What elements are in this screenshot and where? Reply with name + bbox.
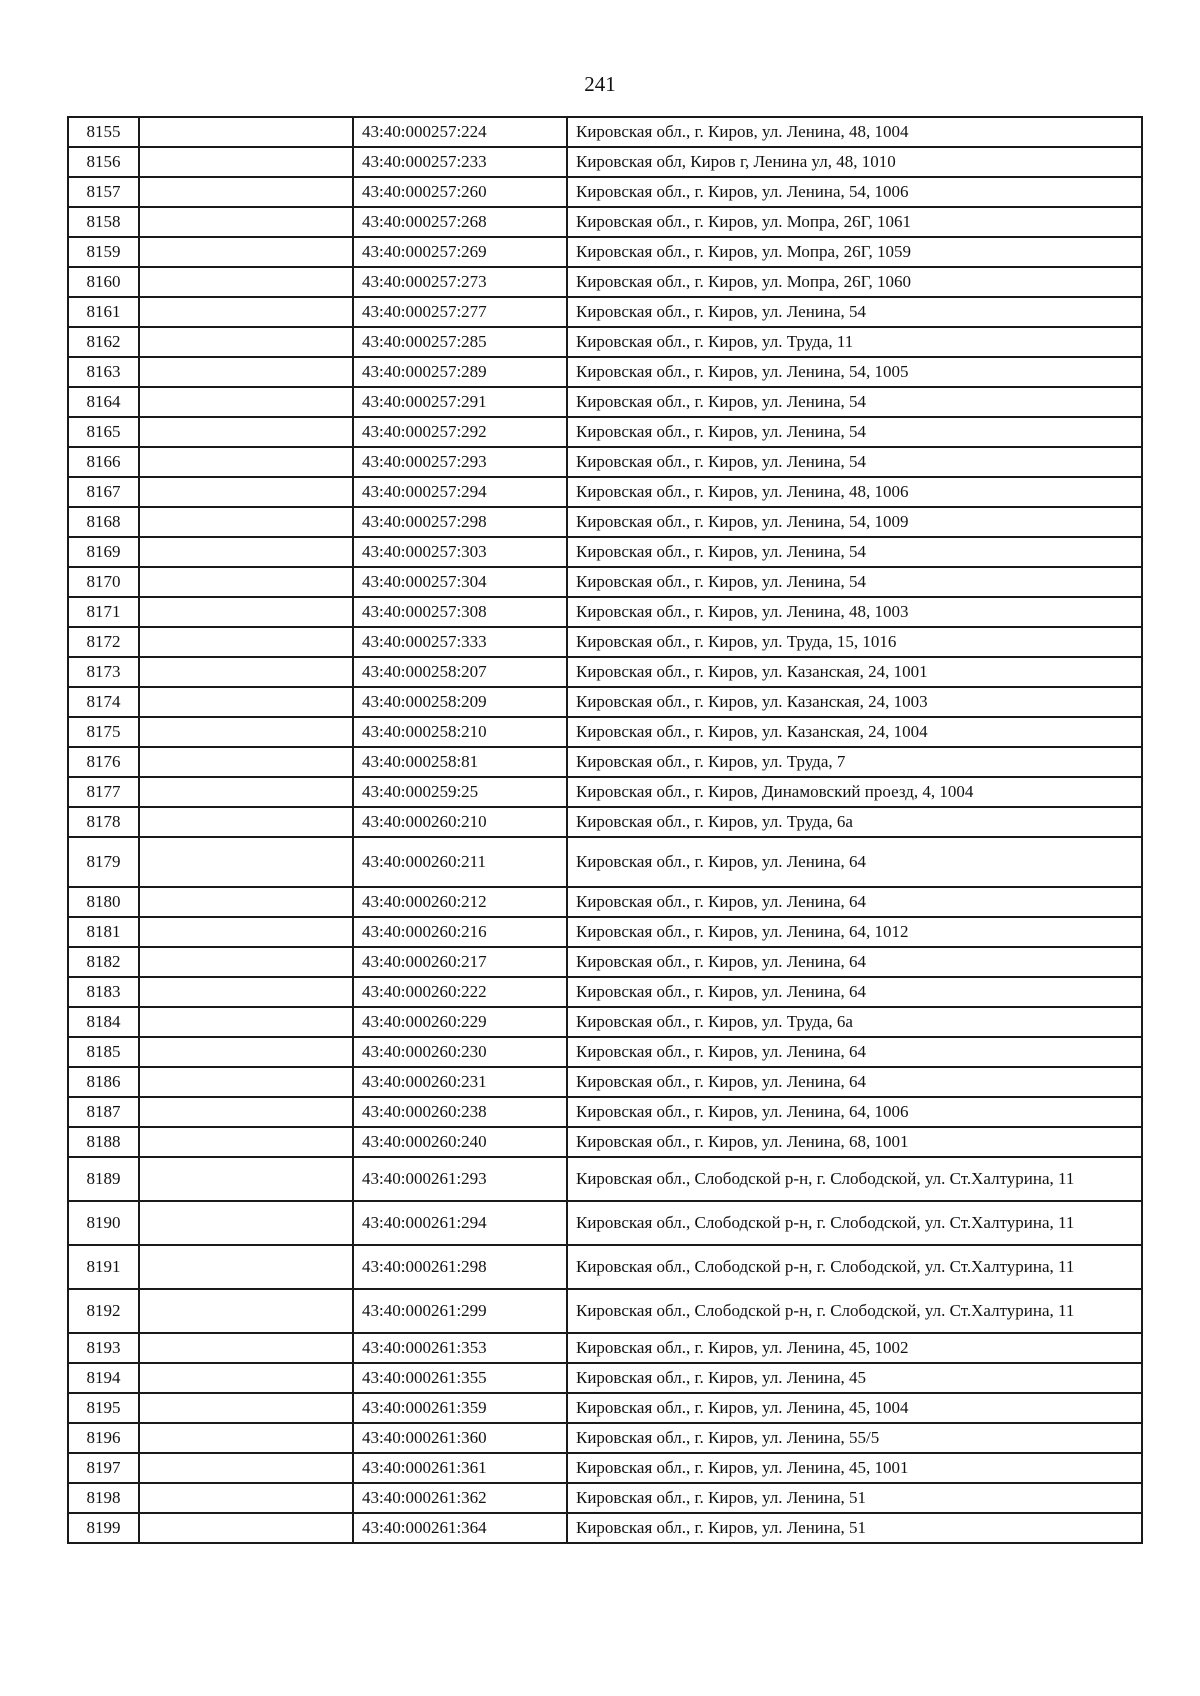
object-name-cell bbox=[139, 807, 353, 837]
table-row bbox=[68, 977, 1142, 1007]
row-number-cell: 8182 bbox=[68, 947, 139, 977]
object-name-cell bbox=[139, 1245, 353, 1289]
table-row bbox=[68, 777, 1142, 807]
address-cell: Кировская обл., г. Киров, ул. Ленина, 64 bbox=[567, 887, 1142, 917]
object-name-cell bbox=[139, 837, 353, 887]
row-number-cell: 8192 bbox=[68, 1289, 139, 1333]
cadastral-number-cell: 43:40:000258:81 bbox=[353, 747, 567, 777]
object-name-cell bbox=[139, 1363, 353, 1393]
address-cell: Кировская обл., г. Киров, Динамовский проезд, 4, 1004 bbox=[567, 777, 1142, 807]
table-row bbox=[68, 177, 1142, 207]
cadastral-number-cell: 43:40:000257:260 bbox=[353, 177, 567, 207]
row-number-cell: 8166 bbox=[68, 447, 139, 477]
address-cell: Кировская обл., г. Киров, ул. Ленина, 45, 1002 bbox=[567, 1333, 1142, 1363]
address-cell: Кировская обл., г. Киров, ул. Мопра, 26Г, 1060 bbox=[567, 267, 1142, 297]
cadastral-number-cell: 43:40:000257:293 bbox=[353, 447, 567, 477]
object-name-cell bbox=[139, 717, 353, 747]
cadastral-number-cell: 43:40:000257:303 bbox=[353, 537, 567, 567]
object-name-cell bbox=[139, 417, 353, 447]
cadastral-number-cell: 43:40:000261:361 bbox=[353, 1453, 567, 1483]
object-name-cell bbox=[139, 177, 353, 207]
row-number-cell: 8167 bbox=[68, 477, 139, 507]
cadastral-number-cell: 43:40:000257:273 bbox=[353, 267, 567, 297]
address-cell: Кировская обл., г. Киров, ул. Ленина, 48, 1006 bbox=[567, 477, 1142, 507]
table-row bbox=[68, 1245, 1142, 1289]
address-cell: Кировская обл., г. Киров, ул. Ленина, 54, 1009 bbox=[567, 507, 1142, 537]
cadastral-number-cell: 43:40:000260:210 bbox=[353, 807, 567, 837]
cadastral-number-cell: 43:40:000260:240 bbox=[353, 1127, 567, 1157]
address-cell: Кировская обл., г. Киров, ул. Ленина, 64, 1012 bbox=[567, 917, 1142, 947]
table-row bbox=[68, 1483, 1142, 1513]
row-number-cell: 8194 bbox=[68, 1363, 139, 1393]
table-row bbox=[68, 917, 1142, 947]
cadastral-number-cell: 43:40:000261:360 bbox=[353, 1423, 567, 1453]
row-number-cell: 8184 bbox=[68, 1007, 139, 1037]
row-number-cell: 8160 bbox=[68, 267, 139, 297]
row-number-cell: 8175 bbox=[68, 717, 139, 747]
row-number-cell: 8198 bbox=[68, 1483, 139, 1513]
cadastral-number-cell: 43:40:000261:298 bbox=[353, 1245, 567, 1289]
row-number-cell: 8186 bbox=[68, 1067, 139, 1097]
cadastral-number-cell: 43:40:000260:216 bbox=[353, 917, 567, 947]
table-row bbox=[68, 887, 1142, 917]
row-number-cell: 8190 bbox=[68, 1201, 139, 1245]
table-row bbox=[68, 567, 1142, 597]
row-number-cell: 8188 bbox=[68, 1127, 139, 1157]
table-row bbox=[68, 1363, 1142, 1393]
cadastral-number-cell: 43:40:000257:308 bbox=[353, 597, 567, 627]
object-name-cell bbox=[139, 777, 353, 807]
row-number-cell: 8169 bbox=[68, 537, 139, 567]
address-cell: Кировская обл, Киров г, Ленина ул, 48, 1010 bbox=[567, 147, 1142, 177]
object-name-cell bbox=[139, 1423, 353, 1453]
row-number-cell: 8196 bbox=[68, 1423, 139, 1453]
address-cell: Кировская обл., г. Киров, ул. Ленина, 64, 1006 bbox=[567, 1097, 1142, 1127]
address-cell: Кировская обл., г. Киров, ул. Ленина, 48, 1004 bbox=[567, 117, 1142, 147]
row-number-cell: 8155 bbox=[68, 117, 139, 147]
object-name-cell bbox=[139, 917, 353, 947]
row-number-cell: 8187 bbox=[68, 1097, 139, 1127]
address-cell: Кировская обл., г. Киров, ул. Ленина, 54 bbox=[567, 387, 1142, 417]
registry-table-body bbox=[68, 117, 1142, 1543]
address-cell: Кировская обл., г. Киров, ул. Ленина, 45, 1001 bbox=[567, 1453, 1142, 1483]
row-number-cell: 8158 bbox=[68, 207, 139, 237]
table-row bbox=[68, 387, 1142, 417]
cadastral-number-cell: 43:40:000258:209 bbox=[353, 687, 567, 717]
cadastral-number-cell: 43:40:000260:222 bbox=[353, 977, 567, 1007]
table-row bbox=[68, 537, 1142, 567]
object-name-cell bbox=[139, 327, 353, 357]
table-row bbox=[68, 507, 1142, 537]
address-cell: Кировская обл., г. Киров, ул. Ленина, 55/5 bbox=[567, 1423, 1142, 1453]
row-number-cell: 8171 bbox=[68, 597, 139, 627]
object-name-cell bbox=[139, 1007, 353, 1037]
address-cell: Кировская обл., г. Киров, ул. Ленина, 54 bbox=[567, 417, 1142, 447]
address-cell: Кировская обл., г. Киров, ул. Ленина, 54, 1006 bbox=[567, 177, 1142, 207]
cadastral-number-cell: 43:40:000258:207 bbox=[353, 657, 567, 687]
address-cell: Кировская обл., г. Киров, ул. Ленина, 54, 1005 bbox=[567, 357, 1142, 387]
object-name-cell bbox=[139, 1483, 353, 1513]
table-row bbox=[68, 657, 1142, 687]
table-row bbox=[68, 1289, 1142, 1333]
object-name-cell bbox=[139, 1333, 353, 1363]
address-cell: Кировская обл., г. Киров, ул. Ленина, 68, 1001 bbox=[567, 1127, 1142, 1157]
table-row bbox=[68, 947, 1142, 977]
object-name-cell bbox=[139, 1289, 353, 1333]
table-row bbox=[68, 1333, 1142, 1363]
cadastral-number-cell: 43:40:000260:231 bbox=[353, 1067, 567, 1097]
address-cell: Кировская обл., г. Киров, ул. Казанская, 24, 1001 bbox=[567, 657, 1142, 687]
registry-table bbox=[67, 116, 1143, 1544]
object-name-cell bbox=[139, 1393, 353, 1423]
table-row bbox=[68, 597, 1142, 627]
table-row bbox=[68, 627, 1142, 657]
cadastral-number-cell: 43:40:000261:362 bbox=[353, 1483, 567, 1513]
row-number-cell: 8191 bbox=[68, 1245, 139, 1289]
address-cell: Кировская обл., Слободской р-н, г. Слободской, ул. Ст.Халтурина, 11 bbox=[567, 1245, 1142, 1289]
table-row bbox=[68, 147, 1142, 177]
cadastral-number-cell: 43:40:000258:210 bbox=[353, 717, 567, 747]
address-cell: Кировская обл., г. Киров, ул. Ленина, 51 bbox=[567, 1513, 1142, 1543]
table-row bbox=[68, 1423, 1142, 1453]
address-cell: Кировская обл., г. Киров, ул. Труда, 15, 1016 bbox=[567, 627, 1142, 657]
object-name-cell bbox=[139, 387, 353, 417]
object-name-cell bbox=[139, 627, 353, 657]
table-row bbox=[68, 747, 1142, 777]
address-cell: Кировская обл., г. Киров, ул. Казанская, 24, 1004 bbox=[567, 717, 1142, 747]
object-name-cell bbox=[139, 537, 353, 567]
address-cell: Кировская обл., г. Киров, ул. Труда, 6а bbox=[567, 807, 1142, 837]
address-cell: Кировская обл., г. Киров, ул. Ленина, 45 bbox=[567, 1363, 1142, 1393]
cadastral-number-cell: 43:40:000259:25 bbox=[353, 777, 567, 807]
row-number-cell: 8173 bbox=[68, 657, 139, 687]
address-cell: Кировская обл., г. Киров, ул. Ленина, 51 bbox=[567, 1483, 1142, 1513]
row-number-cell: 8165 bbox=[68, 417, 139, 447]
cadastral-number-cell: 43:40:000260:217 bbox=[353, 947, 567, 977]
cadastral-number-cell: 43:40:000260:212 bbox=[353, 887, 567, 917]
row-number-cell: 8177 bbox=[68, 777, 139, 807]
object-name-cell bbox=[139, 1201, 353, 1245]
object-name-cell bbox=[139, 567, 353, 597]
address-cell: Кировская обл., г. Киров, ул. Ленина, 45, 1004 bbox=[567, 1393, 1142, 1423]
object-name-cell bbox=[139, 1513, 353, 1543]
cadastral-number-cell: 43:40:000261:299 bbox=[353, 1289, 567, 1333]
row-number-cell: 8183 bbox=[68, 977, 139, 1007]
row-number-cell: 8179 bbox=[68, 837, 139, 887]
row-number-cell: 8161 bbox=[68, 297, 139, 327]
table-row bbox=[68, 417, 1142, 447]
table-row bbox=[68, 837, 1142, 887]
row-number-cell: 8180 bbox=[68, 887, 139, 917]
row-number-cell: 8178 bbox=[68, 807, 139, 837]
object-name-cell bbox=[139, 297, 353, 327]
row-number-cell: 8164 bbox=[68, 387, 139, 417]
cadastral-number-cell: 43:40:000257:269 bbox=[353, 237, 567, 267]
table-row bbox=[68, 1393, 1142, 1423]
object-name-cell bbox=[139, 477, 353, 507]
row-number-cell: 8176 bbox=[68, 747, 139, 777]
row-number-cell: 8181 bbox=[68, 917, 139, 947]
cadastral-number-cell: 43:40:000261:359 bbox=[353, 1393, 567, 1423]
object-name-cell bbox=[139, 357, 353, 387]
cadastral-number-cell: 43:40:000257:292 bbox=[353, 417, 567, 447]
object-name-cell bbox=[139, 237, 353, 267]
cadastral-number-cell: 43:40:000257:277 bbox=[353, 297, 567, 327]
address-cell: Кировская обл., г. Киров, ул. Мопра, 26Г, 1059 bbox=[567, 237, 1142, 267]
table-row bbox=[68, 1157, 1142, 1201]
address-cell: Кировская обл., г. Киров, ул. Ленина, 64 bbox=[567, 1067, 1142, 1097]
row-number-cell: 8159 bbox=[68, 237, 139, 267]
page-number: 241 bbox=[584, 72, 616, 96]
row-number-cell: 8189 bbox=[68, 1157, 139, 1201]
address-cell: Кировская обл., г. Киров, ул. Ленина, 54 bbox=[567, 537, 1142, 567]
table-row bbox=[68, 447, 1142, 477]
address-cell: Кировская обл., г. Киров, ул. Ленина, 54 bbox=[567, 447, 1142, 477]
object-name-cell bbox=[139, 597, 353, 627]
address-cell: Кировская обл., г. Киров, ул. Ленина, 64 bbox=[567, 977, 1142, 1007]
address-cell: Кировская обл., г. Киров, ул. Ленина, 48, 1003 bbox=[567, 597, 1142, 627]
cadastral-number-cell: 43:40:000260:211 bbox=[353, 837, 567, 887]
object-name-cell bbox=[139, 147, 353, 177]
object-name-cell bbox=[139, 267, 353, 297]
address-cell: Кировская обл., г. Киров, ул. Ленина, 64 bbox=[567, 837, 1142, 887]
row-number-cell: 8162 bbox=[68, 327, 139, 357]
object-name-cell bbox=[139, 747, 353, 777]
row-number-cell: 8172 bbox=[68, 627, 139, 657]
row-number-cell: 8157 bbox=[68, 177, 139, 207]
cadastral-number-cell: 43:40:000260:238 bbox=[353, 1097, 567, 1127]
table-row bbox=[68, 1513, 1142, 1543]
object-name-cell bbox=[139, 1067, 353, 1097]
table-row bbox=[68, 1037, 1142, 1067]
object-name-cell bbox=[139, 1037, 353, 1067]
row-number-cell: 8197 bbox=[68, 1453, 139, 1483]
table-row bbox=[68, 1453, 1142, 1483]
table-row bbox=[68, 1097, 1142, 1127]
row-number-cell: 8195 bbox=[68, 1393, 139, 1423]
object-name-cell bbox=[139, 507, 353, 537]
table-row bbox=[68, 1007, 1142, 1037]
object-name-cell bbox=[139, 947, 353, 977]
object-name-cell bbox=[139, 687, 353, 717]
cadastral-number-cell: 43:40:000257:294 bbox=[353, 477, 567, 507]
table-row bbox=[68, 327, 1142, 357]
cadastral-number-cell: 43:40:000260:229 bbox=[353, 1007, 567, 1037]
address-cell: Кировская обл., Слободской р-н, г. Слободской, ул. Ст.Халтурина, 11 bbox=[567, 1201, 1142, 1245]
cadastral-number-cell: 43:40:000257:298 bbox=[353, 507, 567, 537]
table-row bbox=[68, 297, 1142, 327]
cadastral-number-cell: 43:40:000261:293 bbox=[353, 1157, 567, 1201]
row-number-cell: 8156 bbox=[68, 147, 139, 177]
object-name-cell bbox=[139, 887, 353, 917]
object-name-cell bbox=[139, 1453, 353, 1483]
cadastral-number-cell: 43:40:000257:268 bbox=[353, 207, 567, 237]
row-number-cell: 8168 bbox=[68, 507, 139, 537]
row-number-cell: 8170 bbox=[68, 567, 139, 597]
object-name-cell bbox=[139, 117, 353, 147]
cadastral-number-cell: 43:40:000257:285 bbox=[353, 327, 567, 357]
table-row bbox=[68, 477, 1142, 507]
address-cell: Кировская обл., г. Киров, ул. Труда, 7 bbox=[567, 747, 1142, 777]
cadastral-number-cell: 43:40:000257:233 bbox=[353, 147, 567, 177]
address-cell: Кировская обл., г. Киров, ул. Ленина, 64 bbox=[567, 1037, 1142, 1067]
object-name-cell bbox=[139, 1157, 353, 1201]
address-cell: Кировская обл., г. Киров, ул. Мопра, 26Г, 1061 bbox=[567, 207, 1142, 237]
table-row bbox=[68, 207, 1142, 237]
object-name-cell bbox=[139, 1097, 353, 1127]
object-name-cell bbox=[139, 447, 353, 477]
object-name-cell bbox=[139, 657, 353, 687]
row-number-cell: 8163 bbox=[68, 357, 139, 387]
object-name-cell bbox=[139, 977, 353, 1007]
table-row bbox=[68, 807, 1142, 837]
table-row bbox=[68, 117, 1142, 147]
cadastral-number-cell: 43:40:000261:353 bbox=[353, 1333, 567, 1363]
row-number-cell: 8193 bbox=[68, 1333, 139, 1363]
table-row bbox=[68, 237, 1142, 267]
cadastral-number-cell: 43:40:000257:224 bbox=[353, 117, 567, 147]
table-row bbox=[68, 357, 1142, 387]
table-row bbox=[68, 267, 1142, 297]
cadastral-number-cell: 43:40:000257:291 bbox=[353, 387, 567, 417]
address-cell: Кировская обл., г. Киров, ул. Ленина, 54 bbox=[567, 567, 1142, 597]
cadastral-number-cell: 43:40:000261:364 bbox=[353, 1513, 567, 1543]
table-row bbox=[68, 687, 1142, 717]
address-cell: Кировская обл., Слободской р-н, г. Слободской, ул. Ст.Халтурина, 11 bbox=[567, 1289, 1142, 1333]
object-name-cell bbox=[139, 207, 353, 237]
table-row bbox=[68, 1127, 1142, 1157]
address-cell: Кировская обл., г. Киров, ул. Ленина, 54 bbox=[567, 297, 1142, 327]
address-cell: Кировская обл., г. Киров, ул. Ленина, 64 bbox=[567, 947, 1142, 977]
cadastral-number-cell: 43:40:000260:230 bbox=[353, 1037, 567, 1067]
address-cell: Кировская обл., Слободской р-н, г. Слободской, ул. Ст.Халтурина, 11 bbox=[567, 1157, 1142, 1201]
address-cell: Кировская обл., г. Киров, ул. Казанская, 24, 1003 bbox=[567, 687, 1142, 717]
table-row bbox=[68, 717, 1142, 747]
address-cell: Кировская обл., г. Киров, ул. Труда, 11 bbox=[567, 327, 1142, 357]
cadastral-number-cell: 43:40:000257:289 bbox=[353, 357, 567, 387]
cadastral-number-cell: 43:40:000257:304 bbox=[353, 567, 567, 597]
cadastral-number-cell: 43:40:000257:333 bbox=[353, 627, 567, 657]
row-number-cell: 8174 bbox=[68, 687, 139, 717]
table-row bbox=[68, 1201, 1142, 1245]
address-cell: Кировская обл., г. Киров, ул. Труда, 6а bbox=[567, 1007, 1142, 1037]
cadastral-number-cell: 43:40:000261:355 bbox=[353, 1363, 567, 1393]
cadastral-number-cell: 43:40:000261:294 bbox=[353, 1201, 567, 1245]
object-name-cell bbox=[139, 1127, 353, 1157]
table-row bbox=[68, 1067, 1142, 1097]
row-number-cell: 8185 bbox=[68, 1037, 139, 1067]
row-number-cell: 8199 bbox=[68, 1513, 139, 1543]
